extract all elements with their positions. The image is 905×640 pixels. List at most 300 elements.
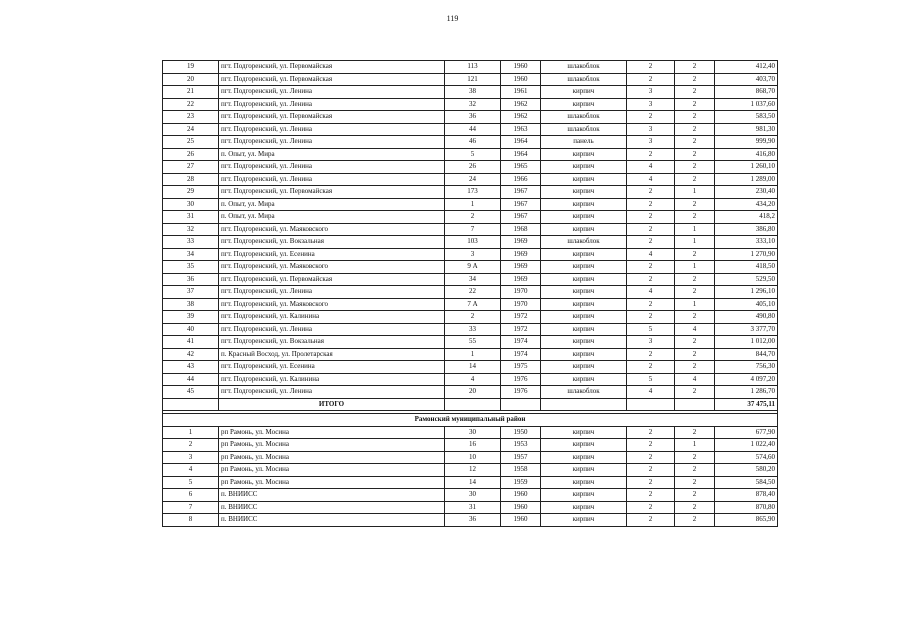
year-cell: 1957 xyxy=(501,451,541,464)
row-number: 29 xyxy=(163,186,219,199)
address-cell: п. Опыт, ул. Мира xyxy=(219,148,445,161)
floors-cell: 2 xyxy=(627,236,675,249)
year-cell: 1976 xyxy=(501,386,541,399)
house-number-cell: 32 xyxy=(445,98,501,111)
floors-cell: 2 xyxy=(627,439,675,452)
row-number: 40 xyxy=(163,323,219,336)
material-cell: кирпич xyxy=(541,501,627,514)
house-number-cell: 113 xyxy=(445,61,501,74)
register-table xyxy=(162,60,778,527)
table-row xyxy=(163,298,778,311)
area-cell: 403,70 xyxy=(715,73,778,86)
page-number: 119 xyxy=(446,14,459,23)
address-cell: пгт. Подгоренский, ул. Первомайская xyxy=(219,61,445,74)
row-number: 28 xyxy=(163,173,219,186)
material-cell: кирпич xyxy=(541,248,627,261)
address-cell: пгт. Подгоренский, ул. Первомайская xyxy=(219,111,445,124)
address-cell: рп Рамонь, ул. Мосина xyxy=(219,476,445,489)
floors-cell: 5 xyxy=(627,373,675,386)
row-number: 22 xyxy=(163,98,219,111)
material-cell: кирпич xyxy=(541,361,627,374)
area-cell: 405,10 xyxy=(715,298,778,311)
table-row xyxy=(163,386,778,399)
floors-cell: 2 xyxy=(627,73,675,86)
address-cell: п. Опыт, ул. Мира xyxy=(219,211,445,224)
row-number: 30 xyxy=(163,198,219,211)
table-row xyxy=(163,98,778,111)
house-number-cell: 30 xyxy=(445,426,501,439)
address-cell: п. Красный Восход, ул. Пролетарская xyxy=(219,348,445,361)
year-cell: 1969 xyxy=(501,236,541,249)
address-cell: пгт. Подгоренский, ул. Ленина xyxy=(219,123,445,136)
entrances-cell: 2 xyxy=(675,451,715,464)
entrances-cell: 2 xyxy=(675,311,715,324)
year-cell: 1959 xyxy=(501,476,541,489)
row-number: 27 xyxy=(163,161,219,174)
table-row xyxy=(163,73,778,86)
total-row xyxy=(163,398,778,411)
area-cell: 416,80 xyxy=(715,148,778,161)
year-cell: 1974 xyxy=(501,336,541,349)
year-cell: 1975 xyxy=(501,361,541,374)
year-cell: 1961 xyxy=(501,86,541,99)
address-cell: п. ВНИИСС xyxy=(219,514,445,527)
year-cell: 1969 xyxy=(501,248,541,261)
address-cell: пгт. Подгоренский, ул. Первомайская xyxy=(219,273,445,286)
table-row xyxy=(163,311,778,324)
address-cell: пгт. Подгоренский, ул. Маяковского xyxy=(219,223,445,236)
house-number-cell: 14 xyxy=(445,476,501,489)
table-row xyxy=(163,426,778,439)
year-cell: 1960 xyxy=(501,514,541,527)
material-cell: кирпич xyxy=(541,336,627,349)
floors-cell: 2 xyxy=(627,311,675,324)
year-cell: 1967 xyxy=(501,211,541,224)
address-cell: п. ВНИИСС xyxy=(219,489,445,502)
year-cell: 1965 xyxy=(501,161,541,174)
material-cell: кирпич xyxy=(541,464,627,477)
house-number-cell: 30 xyxy=(445,489,501,502)
entrances-cell: 4 xyxy=(675,373,715,386)
table-row xyxy=(163,501,778,514)
row-number: 6 xyxy=(163,489,219,502)
area-cell: 1 296,10 xyxy=(715,286,778,299)
row-number: 5 xyxy=(163,476,219,489)
area-cell: 434,20 xyxy=(715,198,778,211)
table-row xyxy=(163,514,778,527)
house-number-cell: 103 xyxy=(445,236,501,249)
floors-cell: 2 xyxy=(627,464,675,477)
address-cell: пгт. Подгоренский, ул. Есенина xyxy=(219,248,445,261)
address-cell: рп Рамонь, ул. Мосина xyxy=(219,439,445,452)
floors-cell: 2 xyxy=(627,148,675,161)
row-number: 4 xyxy=(163,464,219,477)
row-number: 2 xyxy=(163,439,219,452)
row-number: 37 xyxy=(163,286,219,299)
material-cell: кирпич xyxy=(541,323,627,336)
house-number-cell: 1 xyxy=(445,198,501,211)
material-cell: кирпич xyxy=(541,514,627,527)
table-row xyxy=(163,86,778,99)
row-number: 1 xyxy=(163,426,219,439)
entrances-cell: 2 xyxy=(675,476,715,489)
area-cell: 865,90 xyxy=(715,514,778,527)
house-number-cell: 36 xyxy=(445,111,501,124)
house-number-cell: 34 xyxy=(445,273,501,286)
material-cell: кирпич xyxy=(541,273,627,286)
material-cell: кирпич xyxy=(541,86,627,99)
area-cell: 999,90 xyxy=(715,136,778,149)
table-row xyxy=(163,186,778,199)
entrances-cell: 2 xyxy=(675,111,715,124)
material-cell: шлакоблок xyxy=(541,123,627,136)
floors-cell: 2 xyxy=(627,476,675,489)
area-cell: 418,50 xyxy=(715,261,778,274)
section-title: Рамонский муниципальный район xyxy=(163,414,778,427)
house-number-cell: 46 xyxy=(445,136,501,149)
house-number-cell: 10 xyxy=(445,451,501,464)
house-number-cell: 121 xyxy=(445,73,501,86)
entrances-cell: 1 xyxy=(675,236,715,249)
year-cell: 1950 xyxy=(501,426,541,439)
floors-cell: 3 xyxy=(627,86,675,99)
address-cell: пгт. Подгоренский, ул. Ленина xyxy=(219,161,445,174)
entrances-cell: 2 xyxy=(675,161,715,174)
year-cell: 1958 xyxy=(501,464,541,477)
area-cell: 1 022,40 xyxy=(715,439,778,452)
row-number: 25 xyxy=(163,136,219,149)
entrances-cell: 2 xyxy=(675,514,715,527)
area-cell: 1 286,70 xyxy=(715,386,778,399)
material-cell: кирпич xyxy=(541,489,627,502)
entrances-cell: 2 xyxy=(675,198,715,211)
year-cell: 1969 xyxy=(501,261,541,274)
entrances-cell: 2 xyxy=(675,61,715,74)
house-number-cell: 14 xyxy=(445,361,501,374)
floors-cell: 5 xyxy=(627,323,675,336)
table-row xyxy=(163,198,778,211)
table-row xyxy=(163,236,778,249)
floors-cell: 2 xyxy=(627,298,675,311)
table-row xyxy=(163,223,778,236)
area-cell: 1 289,00 xyxy=(715,173,778,186)
floors-cell: 3 xyxy=(627,336,675,349)
row-number: 8 xyxy=(163,514,219,527)
address-cell: пгт. Подгоренский, ул. Ленина xyxy=(219,136,445,149)
floors-cell: 2 xyxy=(627,361,675,374)
address-cell: рп Рамонь, ул. Мосина xyxy=(219,464,445,477)
table-row xyxy=(163,123,778,136)
table-row xyxy=(163,161,778,174)
house-number-cell: 26 xyxy=(445,161,501,174)
total-value: 37 475,11 xyxy=(715,398,778,411)
area-cell: 574,60 xyxy=(715,451,778,464)
floors-cell: 2 xyxy=(627,223,675,236)
area-cell: 529,50 xyxy=(715,273,778,286)
table-row xyxy=(163,323,778,336)
house-number-cell: 9 А xyxy=(445,261,501,274)
address-cell: пгт. Подгоренский, ул. Первомайская xyxy=(219,73,445,86)
area-cell: 844,70 xyxy=(715,348,778,361)
year-cell: 1962 xyxy=(501,111,541,124)
floors-cell: 3 xyxy=(627,98,675,111)
table-row xyxy=(163,489,778,502)
row-number: 31 xyxy=(163,211,219,224)
area-cell: 412,40 xyxy=(715,61,778,74)
area-cell: 981,30 xyxy=(715,123,778,136)
address-cell: пгт. Подгоренский, ул. Ленина xyxy=(219,386,445,399)
house-number-cell: 55 xyxy=(445,336,501,349)
year-cell: 1953 xyxy=(501,439,541,452)
address-cell: рп Рамонь, ул. Мосина xyxy=(219,451,445,464)
row-number: 36 xyxy=(163,273,219,286)
row-number: 42 xyxy=(163,348,219,361)
address-cell: п. ВНИИСС xyxy=(219,501,445,514)
area-cell: 230,40 xyxy=(715,186,778,199)
material-cell: кирпич xyxy=(541,223,627,236)
entrances-cell: 2 xyxy=(675,464,715,477)
table-row xyxy=(163,148,778,161)
row-number: 19 xyxy=(163,61,219,74)
entrances-cell: 2 xyxy=(675,386,715,399)
floors-cell: 4 xyxy=(627,173,675,186)
material-cell: кирпич xyxy=(541,348,627,361)
material-cell: панель xyxy=(541,136,627,149)
year-cell: 1972 xyxy=(501,311,541,324)
floors-cell: 2 xyxy=(627,501,675,514)
house-number-cell: 36 xyxy=(445,514,501,527)
entrances-cell: 2 xyxy=(675,86,715,99)
year-cell: 1972 xyxy=(501,323,541,336)
row-number: 41 xyxy=(163,336,219,349)
area-cell: 490,80 xyxy=(715,311,778,324)
table-row xyxy=(163,173,778,186)
address-cell: пгт. Подгоренский, ул. Маяковского xyxy=(219,298,445,311)
house-number-cell: 33 xyxy=(445,323,501,336)
house-number-cell: 4 xyxy=(445,373,501,386)
table-row xyxy=(163,136,778,149)
year-cell: 1964 xyxy=(501,148,541,161)
area-cell: 3 377,70 xyxy=(715,323,778,336)
area-cell: 386,80 xyxy=(715,223,778,236)
entrances-cell: 2 xyxy=(675,501,715,514)
table-row xyxy=(163,273,778,286)
table-row xyxy=(163,336,778,349)
year-cell: 1976 xyxy=(501,373,541,386)
area-cell: 583,50 xyxy=(715,111,778,124)
table-row xyxy=(163,61,778,74)
entrances-cell: 2 xyxy=(675,286,715,299)
row-number: 23 xyxy=(163,111,219,124)
house-number-cell: 38 xyxy=(445,86,501,99)
address-cell: пгт. Подгоренский, ул. Калинина xyxy=(219,311,445,324)
row-number: 20 xyxy=(163,73,219,86)
table-row xyxy=(163,248,778,261)
entrances-cell: 2 xyxy=(675,211,715,224)
floors-cell: 4 xyxy=(627,286,675,299)
year-cell: 1969 xyxy=(501,273,541,286)
table-row xyxy=(163,361,778,374)
floors-cell: 2 xyxy=(627,348,675,361)
house-number-cell: 7 А xyxy=(445,298,501,311)
entrances-cell: 2 xyxy=(675,136,715,149)
row-number: 45 xyxy=(163,386,219,399)
floors-cell: 2 xyxy=(627,111,675,124)
material-cell: кирпич xyxy=(541,186,627,199)
table-row xyxy=(163,439,778,452)
table-body-district-a xyxy=(163,61,778,399)
year-cell: 1967 xyxy=(501,186,541,199)
floors-cell: 2 xyxy=(627,261,675,274)
material-cell: кирпич xyxy=(541,211,627,224)
entrances-cell: 2 xyxy=(675,426,715,439)
year-cell: 1967 xyxy=(501,198,541,211)
year-cell: 1968 xyxy=(501,223,541,236)
material-cell: кирпич xyxy=(541,476,627,489)
address-cell: пгт. Подгоренский, ул. Калинина xyxy=(219,373,445,386)
area-cell: 677,90 xyxy=(715,426,778,439)
house-number-cell: 16 xyxy=(445,439,501,452)
address-cell: пгт. Подгоренский, ул. Вокзальная xyxy=(219,336,445,349)
row-number: 24 xyxy=(163,123,219,136)
address-cell: рп Рамонь, ул. Мосина xyxy=(219,426,445,439)
house-number-cell: 7 xyxy=(445,223,501,236)
material-cell: кирпич xyxy=(541,298,627,311)
floors-cell: 4 xyxy=(627,386,675,399)
table-row xyxy=(163,348,778,361)
floors-cell: 2 xyxy=(627,198,675,211)
material-cell: кирпич xyxy=(541,439,627,452)
entrances-cell: 2 xyxy=(675,248,715,261)
area-cell: 418,2 xyxy=(715,211,778,224)
address-cell: пгт. Подгоренский, ул. Маяковского xyxy=(219,261,445,274)
entrances-cell: 2 xyxy=(675,98,715,111)
year-cell: 1960 xyxy=(501,73,541,86)
entrances-cell: 1 xyxy=(675,439,715,452)
entrances-cell: 2 xyxy=(675,489,715,502)
row-number: 26 xyxy=(163,148,219,161)
material-cell: шлакоблок xyxy=(541,236,627,249)
house-number-cell: 173 xyxy=(445,186,501,199)
area-cell: 580,20 xyxy=(715,464,778,477)
table-row xyxy=(163,476,778,489)
house-number-cell: 31 xyxy=(445,501,501,514)
material-cell: кирпич xyxy=(541,161,627,174)
area-cell: 1 012,00 xyxy=(715,336,778,349)
year-cell: 1960 xyxy=(501,489,541,502)
area-cell: 878,40 xyxy=(715,489,778,502)
year-cell: 1964 xyxy=(501,136,541,149)
area-cell: 4 097,20 xyxy=(715,373,778,386)
material-cell: кирпич xyxy=(541,173,627,186)
year-cell: 1963 xyxy=(501,123,541,136)
row-number: 32 xyxy=(163,223,219,236)
entrances-cell: 1 xyxy=(675,298,715,311)
floors-cell: 3 xyxy=(627,123,675,136)
house-number-cell: 1 xyxy=(445,348,501,361)
entrances-cell: 1 xyxy=(675,186,715,199)
material-cell: кирпич xyxy=(541,426,627,439)
address-cell: п. Опыт, ул. Мира xyxy=(219,198,445,211)
entrances-cell: 2 xyxy=(675,73,715,86)
house-number-cell: 5 xyxy=(445,148,501,161)
material-cell: шлакоблок xyxy=(541,73,627,86)
table-row xyxy=(163,373,778,386)
floors-cell: 2 xyxy=(627,451,675,464)
row-number: 21 xyxy=(163,86,219,99)
entrances-cell: 2 xyxy=(675,348,715,361)
house-number-cell: 2 xyxy=(445,311,501,324)
address-cell: пгт. Подгоренский, ул. Ленина xyxy=(219,98,445,111)
entrances-cell: 2 xyxy=(675,123,715,136)
floors-cell: 3 xyxy=(627,136,675,149)
table-row xyxy=(163,111,778,124)
area-cell: 1 260,10 xyxy=(715,161,778,174)
row-number: 43 xyxy=(163,361,219,374)
floors-cell: 4 xyxy=(627,161,675,174)
house-number-cell: 44 xyxy=(445,123,501,136)
year-cell: 1960 xyxy=(501,61,541,74)
material-cell: кирпич xyxy=(541,373,627,386)
material-cell: кирпич xyxy=(541,148,627,161)
entrances-cell: 2 xyxy=(675,273,715,286)
table-row xyxy=(163,464,778,477)
entrances-cell: 1 xyxy=(675,223,715,236)
material-cell: кирпич xyxy=(541,98,627,111)
section-header-row xyxy=(163,414,778,427)
house-number-cell: 24 xyxy=(445,173,501,186)
area-cell: 870,80 xyxy=(715,501,778,514)
table-row xyxy=(163,211,778,224)
entrances-cell: 2 xyxy=(675,148,715,161)
year-cell: 1962 xyxy=(501,98,541,111)
table-body-district-b xyxy=(163,426,778,526)
year-cell: 1974 xyxy=(501,348,541,361)
house-number-cell: 12 xyxy=(445,464,501,477)
address-cell: пгт. Подгоренский, ул. Вокзальная xyxy=(219,236,445,249)
material-cell: шлакоблок xyxy=(541,386,627,399)
entrances-cell: 2 xyxy=(675,361,715,374)
material-cell: кирпич xyxy=(541,198,627,211)
area-cell: 584,50 xyxy=(715,476,778,489)
entrances-cell: 2 xyxy=(675,173,715,186)
area-cell: 1 270,90 xyxy=(715,248,778,261)
row-number: 34 xyxy=(163,248,219,261)
row-number: 44 xyxy=(163,373,219,386)
row-number: 39 xyxy=(163,311,219,324)
row-number: 7 xyxy=(163,501,219,514)
year-cell: 1970 xyxy=(501,286,541,299)
house-number-cell: 3 xyxy=(445,248,501,261)
row-number: 38 xyxy=(163,298,219,311)
entrances-cell: 1 xyxy=(675,261,715,274)
address-cell: пгт. Подгоренский, ул. Есенина xyxy=(219,361,445,374)
address-cell: пгт. Подгоренский, ул. Ленина xyxy=(219,286,445,299)
entrances-cell: 2 xyxy=(675,336,715,349)
table-row xyxy=(163,286,778,299)
area-cell: 756,30 xyxy=(715,361,778,374)
material-cell: кирпич xyxy=(541,286,627,299)
total-label: ИТОГО xyxy=(219,398,445,411)
year-cell: 1966 xyxy=(501,173,541,186)
material-cell: шлакоблок xyxy=(541,61,627,74)
year-cell: 1960 xyxy=(501,501,541,514)
address-cell: пгт. Подгоренский, ул. Первомайская xyxy=(219,186,445,199)
row-number: 33 xyxy=(163,236,219,249)
material-cell: кирпич xyxy=(541,311,627,324)
address-cell: пгт. Подгоренский, ул. Ленина xyxy=(219,86,445,99)
year-cell: 1970 xyxy=(501,298,541,311)
